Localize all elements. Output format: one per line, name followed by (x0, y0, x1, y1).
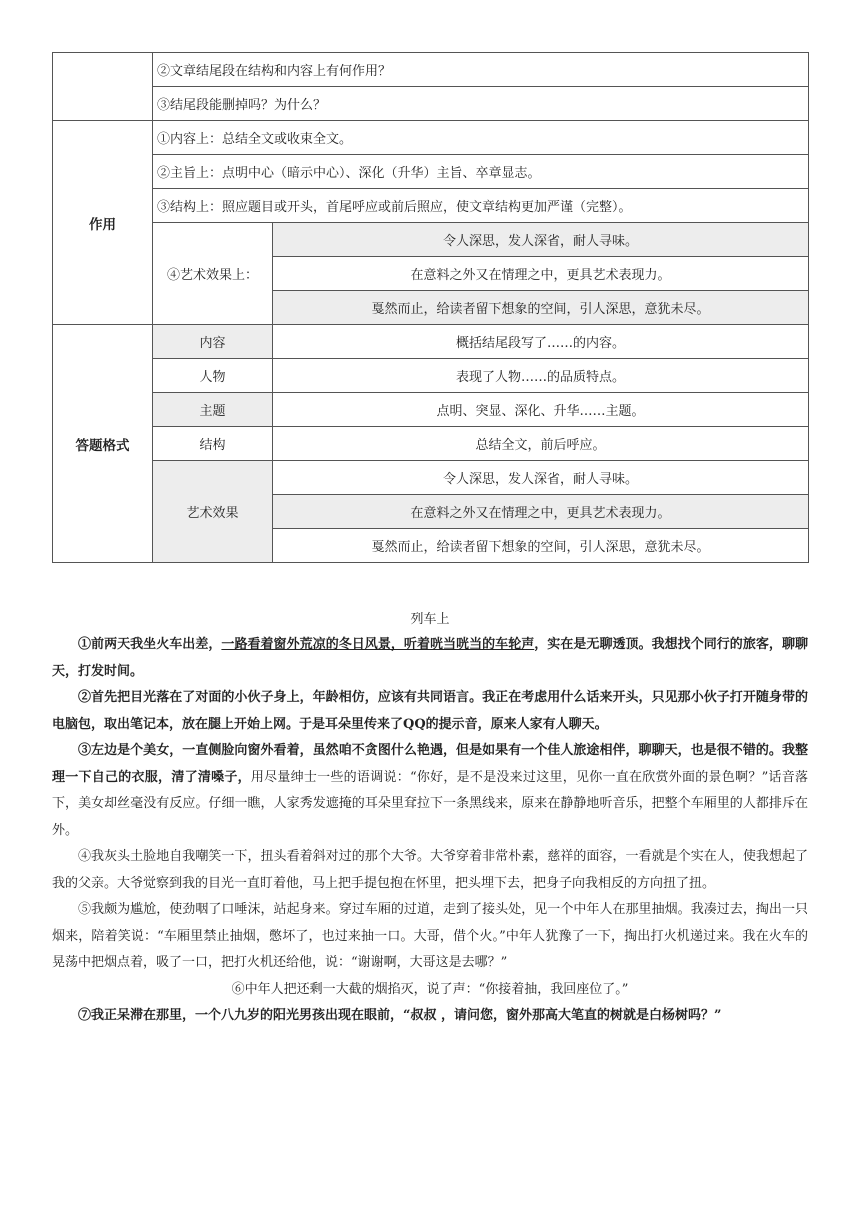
p1-bold-end: ，实在是无聊透顶。我想找个同行的旅客，聊聊天，打发时间。 (52, 637, 808, 679)
format-value: 令人深思，发人深省，耐人寻味。 (273, 461, 809, 495)
art-effect-cell: 在意料之外又在情理之中，更具艺术表现力。 (273, 257, 809, 291)
article-body (52, 632, 808, 1030)
format-value: 点明、突显、深化、升华……主题。 (273, 393, 809, 427)
paragraph-6: ⑥中年人把还剩一大截的烟掐灭，说了声：“你接着抽，我回座位了。” (231, 981, 629, 997)
question-cell: ②文章结尾段在结构和内容上有何作用？ (153, 53, 809, 87)
format-key: 内容 (153, 325, 273, 359)
table-row (53, 223, 809, 257)
effect-cell: ②主旨上：点明中心（暗示中心）、深化（升华）主旨、卒章显志。 (153, 155, 809, 189)
art-effect-cell: 令人深思，发人深省，耐人寻味。 (273, 223, 809, 257)
p3-bold: ③左边是个美女，一直侧脸向窗外看着，虽然咱不贪图什么艳遇，但是如果有一个佳人旅途相伴，聊聊天，也是很不错的。我整理一下自己的衣服，清了清嗓子， (52, 743, 808, 785)
table-row (53, 121, 809, 155)
effect-cell: ③结构上：照应题目或开头，首尾呼应或前后照应，使文章结构更加严谨（完整）。 (153, 189, 809, 223)
paragraph-4: ④我灰头土脸地自我嘲笑一下，扭头看着斜对过的那个大爷。大爷穿着非常朴素，慈祥的面容，一看就是个实在人，使我想起了我的父亲。大爷觉察到我的目光一直盯着他，马上把手提包抱在怀里，把头埋下去，把身子向我相反的方向扭了扭。 (52, 849, 808, 891)
format-value: 总结全文，前后呼应。 (273, 427, 809, 461)
p1-underlined: 一路看着窗外荒凉的冬日风景，听着咣当咣当的车轮声 (221, 637, 535, 652)
table-row (53, 189, 809, 223)
format-key: 主题 (153, 393, 273, 427)
format-key: 人物 (153, 359, 273, 393)
table-row (53, 359, 809, 393)
format-value: 表现了人物……的品质特点。 (273, 359, 809, 393)
art-effect-cell: 戛然而止，给读者留下想象的空间，引人深思，意犹未尽。 (273, 291, 809, 325)
format-key: 艺术效果 (153, 461, 273, 563)
article-title: 列车上 (410, 612, 450, 627)
paragraph-5: ⑤我颇为尴尬，使劲咽了口唾沫，站起身来。穿过车厢的过道，走到了接头处，见一个中年人在那里抽烟。我凑过去，掏出一只烟来，陪着笑说：“车厢里禁止抽烟，憋坏了，也过来抽一口。大哥，借个火。”中年人犹豫了一下，掏出打火机递过来。我在火车的晃荡中把烟点着，吸了一口，把打火机还给他，说：“谢谢啊，大哥这是去哪？” (52, 902, 808, 970)
table-row (53, 325, 809, 359)
empty-category-cell (53, 53, 153, 121)
category-zuoyong: 作用 (53, 121, 153, 325)
table-row (53, 87, 809, 121)
p1-bold-start: ①前两天我坐火车出差， (78, 637, 222, 652)
p3-normal: 用尽量绅士一些的语调说：“你好，是不是没来过这里，见你一直在欣赏外面的景色啊？”话音落下，美女却丝毫没有反应。仔细一瞧，人家秀发遮掩的耳朵里耷拉下一条黑线来，原来在静静地听音乐，把整个车厢里的人都排斥在外。 (52, 769, 808, 838)
paragraph-7: ⑦我正呆滞在那里，一个八九岁的阳光男孩出现在眼前，“叔叔 ，请问您，窗外那高大笔直的树就是白杨树吗？” (78, 1008, 722, 1023)
table-row (53, 461, 809, 495)
paragraph-1 (52, 632, 808, 685)
paragraph-2: ②首先把目光落在了对面的小伙子身上，年龄相仿，应该有共同语言。我正在考虑用什么话来开头，只见那小伙子打开随身带的电脑包，取出笔记本，放在腿上开始上网。于是耳朵里传来了QQ的提示音，原来人家有人聊天。 (52, 690, 808, 732)
format-value: 戛然而止，给读者留下想象的空间，引人深思，意犹未尽。 (273, 529, 809, 563)
question-cell: ③结尾段能删掉吗？为什么？ (153, 87, 809, 121)
format-value: 概括结尾段写了……的内容。 (273, 325, 809, 359)
category-format: 答题格式 (53, 325, 153, 563)
table-row (53, 427, 809, 461)
format-key: 结构 (153, 427, 273, 461)
table-row (53, 393, 809, 427)
table-row (53, 155, 809, 189)
format-value: 在意料之外又在情理之中，更具艺术表现力。 (273, 495, 809, 529)
effect-cell: ①内容上：总结全文或收束全文。 (153, 121, 809, 155)
table-row (53, 53, 809, 87)
art-effect-label: ④艺术效果上： (153, 223, 273, 325)
paragraph-3 (52, 738, 808, 844)
conclusion-table (52, 52, 809, 563)
